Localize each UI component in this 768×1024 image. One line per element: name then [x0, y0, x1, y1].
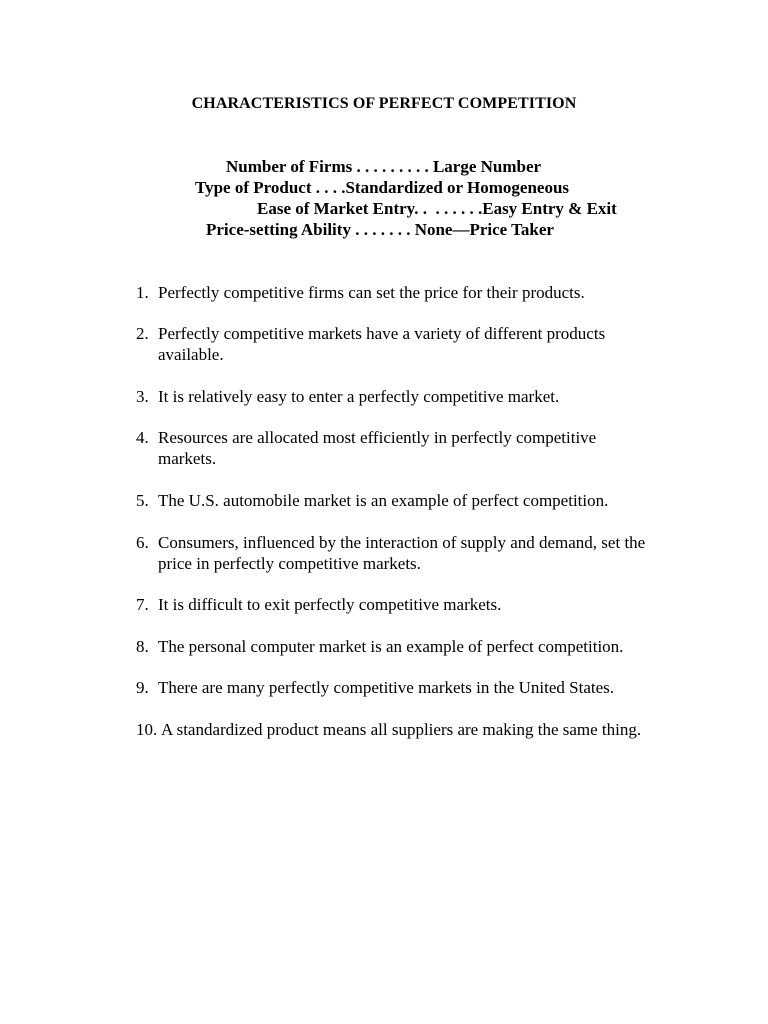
characteristic-ease-of-entry: Ease of Market Entry. . . . . . . .Easy Entry & Exit	[257, 199, 617, 218]
question-text: There are many perfectly competitive markets in the United States.	[158, 678, 614, 697]
characteristic-number-of-firms: Number of Firms . . . . . . . . . Large Number	[226, 157, 542, 176]
document-title: CHARACTERISTICS OF PERFECT COMPETITION	[191, 95, 577, 112]
question-number: 4.	[136, 428, 149, 447]
question-number: 2.	[136, 324, 149, 343]
characteristic-price-setting: Price-setting Ability . . . . . . . None—Price Taker	[206, 220, 554, 239]
question-text: The personal computer market is an example of perfect competition.	[158, 637, 624, 656]
question-number: 3.	[136, 387, 149, 406]
question-text: Consumers, influenced by the interaction of supply and demand, set the price in perfectly competitive markets.	[158, 533, 646, 573]
question-item	[136, 594, 656, 615]
question-text: It is relatively easy to enter a perfectly competitive market.	[158, 387, 560, 406]
question-number: 8.	[136, 637, 149, 656]
question-item	[136, 427, 656, 469]
question-number: 7.	[136, 595, 149, 614]
question-item	[136, 532, 656, 574]
question-item	[136, 719, 656, 740]
question-number: 9.	[136, 678, 149, 697]
characteristic-type-of-product: Type of Product . . . .Standardized or Homogeneous	[195, 178, 570, 197]
question-text: Perfectly competitive markets have a variety of different products available.	[158, 324, 606, 364]
question-item	[136, 323, 656, 365]
question-text: A standardized product means all suppliers are making the same thing.	[161, 720, 642, 739]
question-number: 6.	[136, 533, 149, 552]
question-item	[136, 490, 656, 511]
question-number: 10.	[136, 720, 158, 739]
question-text: Perfectly competitive firms can set the price for their products.	[158, 283, 585, 302]
question-text: Resources are allocated most efficiently in perfectly competitive markets.	[158, 428, 597, 468]
question-number: 1.	[136, 283, 149, 302]
question-item	[136, 386, 656, 407]
question-item	[136, 677, 656, 698]
question-text: The U.S. automobile market is an example of perfect competition.	[158, 491, 609, 510]
question-item	[136, 282, 656, 303]
question-text: It is difficult to exit perfectly competitive markets.	[158, 595, 502, 614]
question-item	[136, 636, 656, 657]
question-number: 5.	[136, 491, 149, 510]
